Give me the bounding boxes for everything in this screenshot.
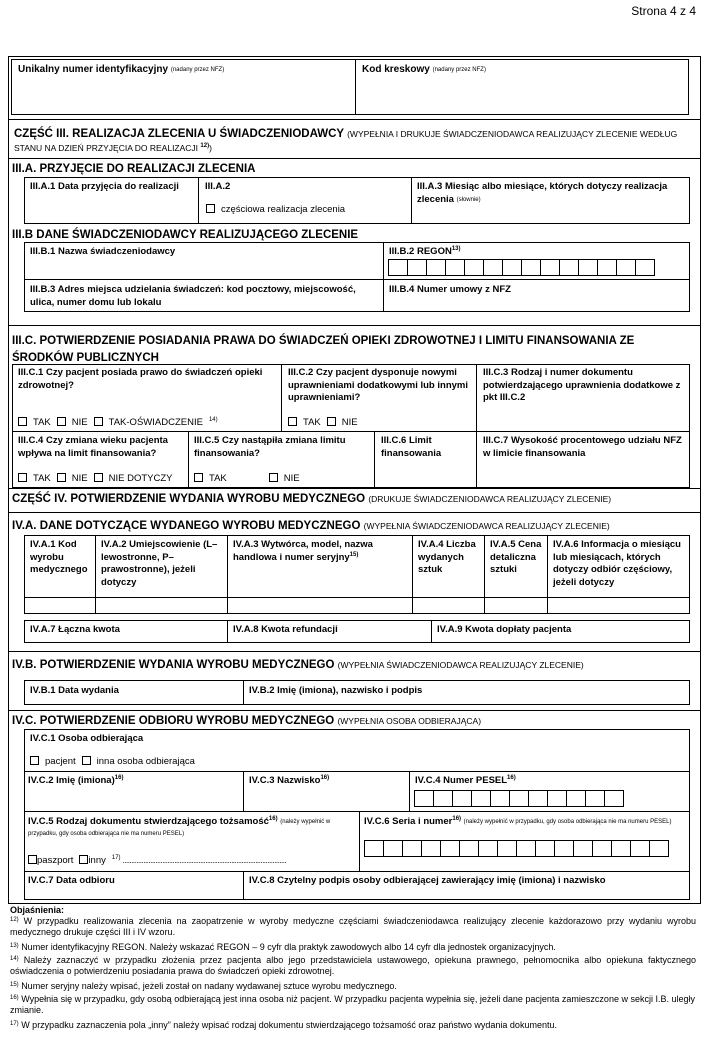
field-4a8: IV.A.8 Kwota refundacji xyxy=(233,624,338,635)
section-4b-title: IV.B. POTWIERDZENIE WYDANIA WYROBU MEDYCZNEGO (WYPEŁNIA ŚWIADCZENIODAWCA REALIZUJĄCY ZLECENIE) xyxy=(12,659,584,671)
footnotes-title: Objaśnienia: xyxy=(10,905,65,915)
field-3c7: III.C.7 Wysokość procentowego udziału NFZ w limicie finansowania xyxy=(483,435,682,459)
col-4a1: IV.A.1 Kod wyrobu medycznego xyxy=(30,539,88,575)
col-4a5: IV.A.5 Cena detaliczna sztuki xyxy=(490,539,542,575)
receiver-options[interactable]: pacjent inna osoba odbierająca xyxy=(30,756,201,768)
field-3c6: III.C.6 Limit finansowania xyxy=(381,435,442,459)
field-3c5: III.C.5 Czy nastąpiła zmiana limitu finansowania? xyxy=(194,435,346,459)
field-4a7: IV.A.7 Łączna kwota xyxy=(30,624,120,635)
regon-input[interactable] xyxy=(388,259,654,276)
unique-id-label: Unikalny numer identyfikacyjny (nadany przez NFZ) xyxy=(18,64,225,75)
pesel-input[interactable] xyxy=(414,790,623,807)
section-3a-title: III.A. PRZYJĘCIE DO REALIZACJI ZLECENIA xyxy=(12,163,256,175)
field-4a9: IV.A.9 Kwota dopłaty pacjenta xyxy=(437,624,572,635)
field-3c3: III.C.3 Rodzaj i numer dokumentu potwierdzającego uprawnienia dodatkowe z pkt III.C.2 xyxy=(483,367,681,403)
field-4c7: IV.C.7 Data odbioru xyxy=(28,875,115,886)
barcode-label: Kod kreskowy (nadany przez NFZ) xyxy=(362,64,486,75)
field-3a3: III.A.3 Miesiąc albo miesiące, których dotyczy realizacja zlecenia (słownie) xyxy=(417,181,668,205)
field-4c2: IV.C.2 Imię (imiona)$^{16)}$ xyxy=(28,775,124,786)
field-3b4: III.B.4 Numer umowy z NFZ xyxy=(389,284,511,295)
field-3c2: III.C.2 Czy pacjent dysponuje nowymi uprawnieniami dodatkowymi lub innymi uprawnieniami? xyxy=(288,367,468,403)
field-4c8: IV.C.8 Czytelny podpis osoby odbierającej zawierający imię (imiona) i nazwisko xyxy=(249,875,606,886)
c5-options[interactable]: TAK NIE xyxy=(194,473,306,485)
part3-title: CZĘŚĆ III. REALIZACJA ZLECENIA U ŚWIADCZENIODAWCY (WYPEŁNIA I DRUKUJE ŚWIADCZENIODAWCA REALIZUJĄCY ZLECENIE WEDŁUG xyxy=(14,128,678,140)
field-4c3: IV.C.3 Nazwisko$^{16)}$ xyxy=(249,775,330,786)
page-indicator: Strona 4 z 4 xyxy=(631,4,696,18)
field-3b3: III.B.3 Adres miejsca udzielania świadczeń: kod pocztowy, miejscowość, ulica, numer domu lub lokalu xyxy=(30,284,356,308)
field-4c5: IV.C.5 Rodzaj dokumentu stwierdzającego tożsamość$^{16)}$ (należy wypełnić w przypadku, gdy osoba odbierająca nie ma numeru PESEL) xyxy=(28,816,331,837)
col-4a6: IV.A.6 Informacja o miesiącu lub miesiącach, których dotyczy odbiór częściowy, jeżeli dotyczy xyxy=(553,539,681,588)
footnote-13: $^{13)}$ Numer identyfikacyjny REGON. Należy wskazać REGON – 9 cyfr dla praktyk zawodowych albo 14 cyfr dla jednostek organizacyjnych. xyxy=(10,942,556,952)
section-4a-sums xyxy=(24,620,690,643)
section-4a-title: IV.A. DANE DOTYCZĄCE WYDANEGO WYROBU MEDYCZNEGO (WYPEŁNIA ŚWIADCZENIODAWCA REALIZUJĄCY ZLECENIE) xyxy=(12,520,610,532)
part4-title: CZĘŚĆ IV. POTWIERDZENIE WYDANIA WYROBU MEDYCZNEGO (DRUKUJE ŚWIADCZENIODAWCA REALIZUJĄCY ZLECENIE) xyxy=(12,493,612,505)
footnote-15: $^{15)}$ Numer seryjny należy wpisać, jeżeli został on nadany wydawanej sztuce wyrobu medycznego. xyxy=(10,981,397,991)
col-4a3: IV.A.3 Wytwórca, model, nazwa handlowa i numer seryjny$^{15)}$ xyxy=(233,539,373,563)
field-4c6: IV.C.6 Seria i numer$^{16)}$ (należy wypełnić w przypadku, gdy osoba odbierająca nie ma numeru PESEL) xyxy=(364,816,672,827)
col-4a2: IV.A.2 Umiejscowienie (L– lewostronne, P–prawostronne), jeżeli dotyczy xyxy=(101,539,218,588)
field-3a1: III.A.1 Data przyjęcia do realizacji xyxy=(30,181,179,192)
series-number-input[interactable] xyxy=(364,840,668,857)
c4-options[interactable]: TAK NIE NIE DOTYCZY xyxy=(18,473,179,485)
footnote-16: $^{16)}$ Wypełnia się w przypadku, gdy osobą odbierającą jest inna osoba niż pacjent. W przypadku pacjenta wypełnia się, jeżeli dane pacjenta zamieszczone w sekcji I.B. uległy zmianie. xyxy=(10,994,695,1015)
field-3a2: III.A.2 xyxy=(205,181,231,192)
footnote-14: $^{14)}$ Należy zaznaczyć w przypadku złożenia przez pacjenta albo jego przedstawiciela ustawowego, opiekuna prawnego, pełnomocnika albo opiekuna faktycznego oświadczenia o potwierdzeniu posiadania prawa do świadczeń opieki zdrowotnej. xyxy=(10,955,696,976)
section-3b-title: III.B DANE ŚWIADCZENIODAWCY REALIZUJĄCEGO ZLECENIE xyxy=(12,229,359,241)
footnote-17: $^{17)}$ W przypadku zaznaczenia pola „inny” należy wpisać rodzaj dokumentu stwierdzającego tożsamość oraz państwo wydania dokumentu. xyxy=(10,1020,557,1030)
field-3c4: III.C.4 Czy zmiana wieku pacjenta wpływa na limit finansowania? xyxy=(18,435,168,459)
field-4b2: IV.B.2 Imię (imiona), nazwisko i podpis xyxy=(249,685,423,696)
document-type-options[interactable]: paszport inny $^{17)}$ ............................................................................................... xyxy=(28,855,292,867)
col-4a4: IV.A.4 Liczba wydanych sztuk xyxy=(418,539,476,575)
footnote-12: $^{12)}$ W przypadku realizowania zlecenia na zaopatrzenie w wyroby medyczne częściami świadczeniodawca realizujący zlecenie każdorazowo przy wydaniu wyrobu medycznego drukuje części III i IV wzoru. xyxy=(10,916,696,937)
c1-options[interactable]: TAK NIE TAK-OŚWIADCZENIE $^{14)}$ xyxy=(18,417,218,429)
part3-note: STANU NA DZIEŃ PRZYJĘCIA DO REALIZACJI $^{12)}$) xyxy=(14,143,212,153)
section-3c-title: III.C. POTWIERDZENIE POSIADANIA PRAWA DO ŚWIADCZEŃ OPIEKI ZDROWOTNEJ I LIMITU FINANSOWANIA ZE ŚRODKÓW PUBLICZNYCH xyxy=(12,335,635,364)
field-4c4: IV.C.4 Numer PESEL$^{16)}$ xyxy=(415,775,516,786)
partial-checkbox[interactable]: częściowa realizacja zlecenia xyxy=(206,204,351,216)
field-4c1: IV.C.1 Osoba odbierająca xyxy=(30,733,144,744)
field-3b2: III.B.2 REGON$^{13)}$ xyxy=(389,246,461,257)
field-4b1: IV.B.1 Data wydania xyxy=(30,685,119,696)
field-3b1: III.B.1 Nazwa świadczeniodawcy xyxy=(30,246,176,257)
section-4c-title: IV.C. POTWIERDZENIE ODBIORU WYROBU MEDYCZNEGO (WYPEŁNIA OSOBA ODBIERAJĄCA) xyxy=(12,715,482,727)
field-3c1: III.C.1 Czy pacjent posiada prawo do świadczeń opieki zdrowotnej? xyxy=(18,367,263,391)
c2-options[interactable]: TAK NIE xyxy=(288,417,364,429)
